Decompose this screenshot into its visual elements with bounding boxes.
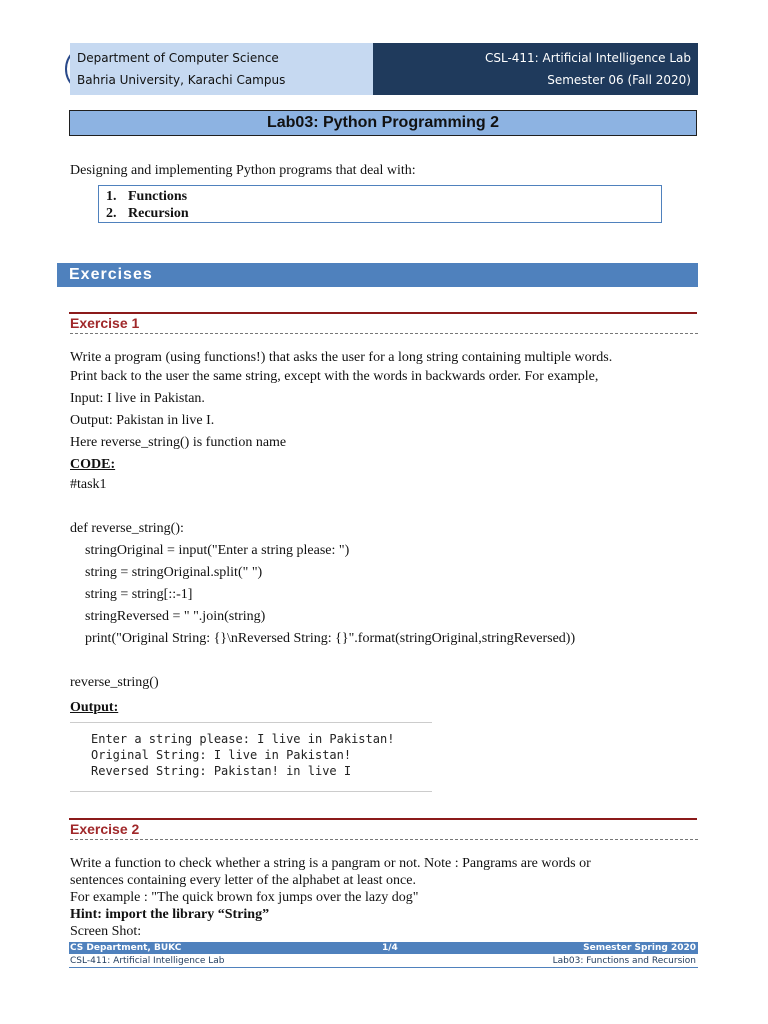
console-line: Original String: I live in Pakistan!	[91, 748, 352, 762]
exercises-heading: Exercises	[57, 263, 698, 287]
exercise1-output: Output: Pakistan in live I.	[70, 413, 215, 428]
topics-list	[98, 185, 662, 223]
header-right	[373, 43, 698, 95]
code-line: print("Original String: {}\nReversed String: {}".format(stringOriginal,stringReversed))	[85, 631, 576, 646]
code-line: string = string[::-1]	[85, 587, 193, 602]
lab-title: Lab03: Python Programming 2	[69, 110, 697, 136]
exercise2-desc1: Write a function to check whether a string is a pangram or not. Note : Pangrams are words or	[70, 856, 591, 871]
code-label: CODE:	[70, 457, 116, 472]
exercise2-rule	[69, 818, 697, 820]
footer-subline	[69, 955, 698, 968]
exercise2-example: For example : "The quick brown fox jumps over the lazy dog"	[70, 890, 419, 905]
footer-bar	[69, 942, 698, 954]
console-line: Reversed String: Pakistan! in live I	[91, 764, 352, 778]
exercise1-fn-note: Here reverse_string() is function name	[70, 435, 287, 450]
code-line: stringOriginal = input("Enter a string please: ")	[85, 543, 350, 558]
footer-course: CSL-411: Artificial Intelligence Lab	[70, 956, 225, 966]
footer-lab-title: Lab03: Functions and Recursion	[552, 956, 696, 966]
campus-name: Bahria University, Karachi Campus	[77, 73, 286, 87]
footer-department: CS Department, BUKC	[70, 943, 182, 953]
list-item: 2. Recursion	[106, 206, 189, 221]
page-header	[70, 43, 698, 95]
exercise2-desc2: sentences containing every letter of the alphabet at least once.	[70, 873, 416, 888]
exercise1-title: Exercise 1	[70, 315, 140, 331]
department-name: Department of Computer Science	[77, 51, 279, 65]
exercise2-hint: Hint: import the library “String”	[70, 907, 270, 922]
exercise1-desc2: Print back to the user the same string, except with the words in backwards order. For example,	[70, 369, 599, 384]
code-line: reverse_string()	[70, 675, 159, 690]
exercise2-title: Exercise 2	[70, 821, 140, 837]
console-line: Enter a string please: I live in Pakistan!	[91, 732, 395, 746]
output-label: Output:	[70, 700, 119, 715]
footer-semester: Semester Spring 2020	[583, 943, 696, 953]
exercise1-rule	[69, 312, 697, 314]
list-item: 1. Functions	[106, 189, 188, 204]
exercise2-screenshot-label: Screen Shot:	[70, 924, 142, 939]
exercise2-dash	[70, 839, 698, 840]
code-line: stringReversed = " ".join(string)	[85, 609, 266, 624]
intro-text: Designing and implementing Python programs that deal with:	[70, 163, 416, 178]
code-line: #task1	[70, 477, 107, 492]
header-left	[70, 43, 373, 95]
exercise1-input: Input: I live in Pakistan.	[70, 391, 205, 406]
semester-name: Semester 06 (Fall 2020)	[547, 73, 691, 87]
exercise1-desc1: Write a program (using functions!) that asks the user for a long string containing multiple words.	[70, 350, 613, 365]
footer-page-number: 1/4	[382, 943, 398, 953]
code-line: string = stringOriginal.split(" ")	[85, 565, 263, 580]
code-line: def reverse_string():	[70, 521, 184, 536]
exercise1-dash	[70, 333, 698, 334]
course-name: CSL-411: Artificial Intelligence Lab	[484, 51, 691, 65]
